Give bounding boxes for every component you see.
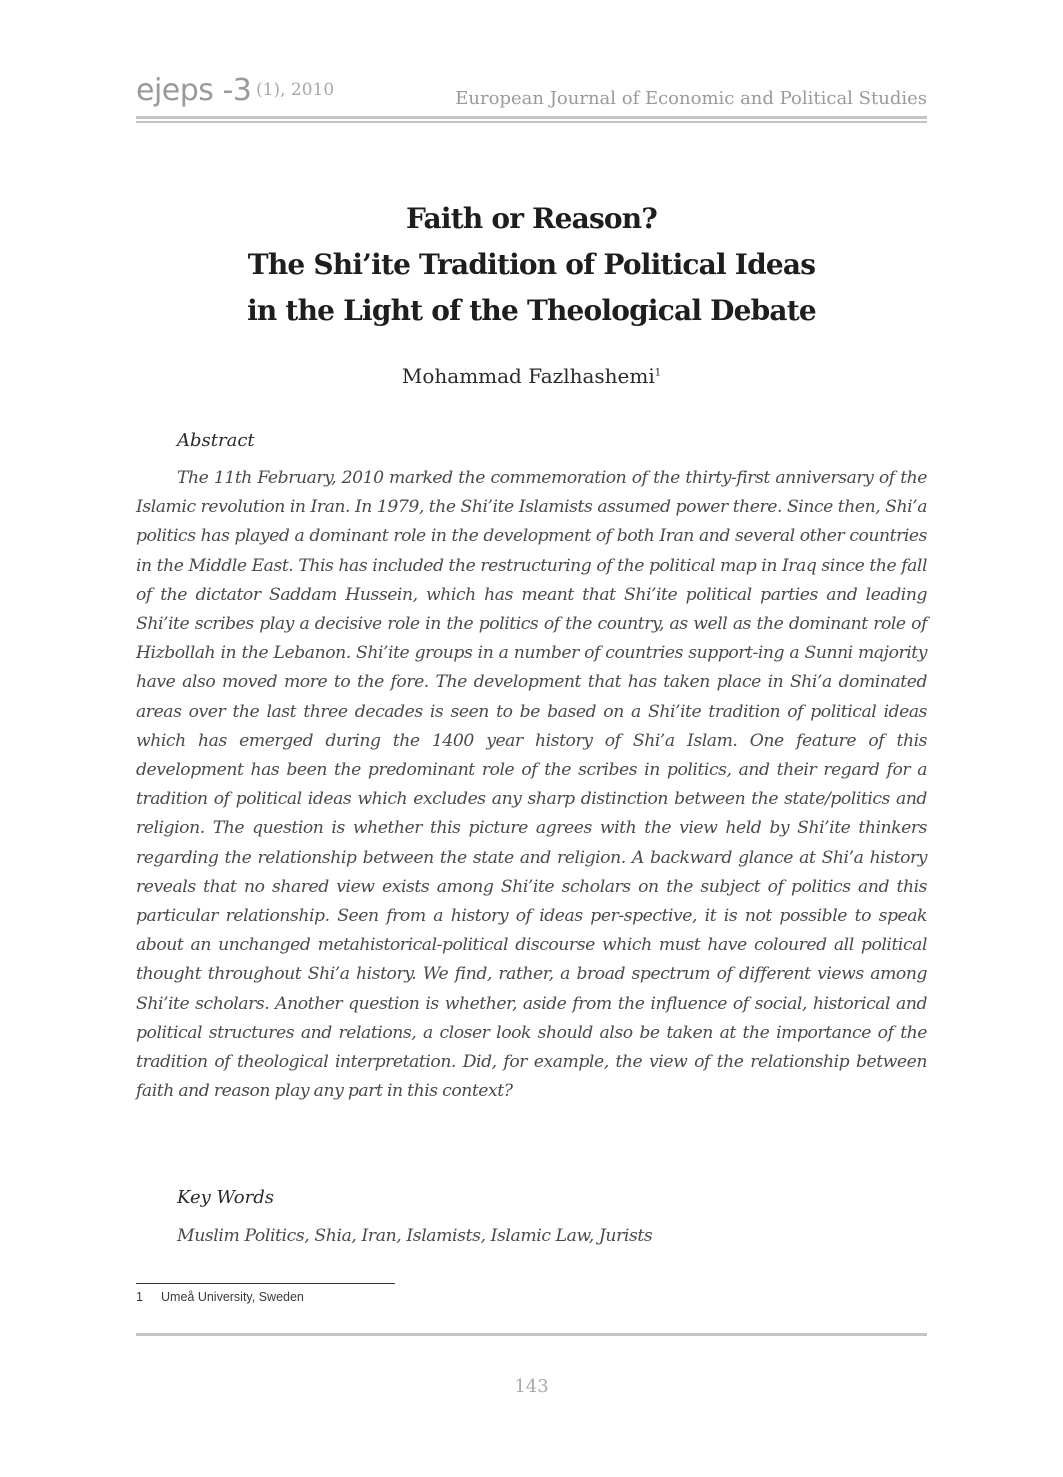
logo-text: ejeps — [136, 73, 214, 108]
keywords-text: Muslim Politics, Shia, Iran, Islamists, Islamic Law, Jurists — [177, 1226, 653, 1246]
abstract-heading: Abstract — [177, 430, 255, 451]
journal-name: European Journal of Economic and Political Studies — [455, 88, 927, 109]
author-footnote-marker: 1 — [654, 367, 662, 379]
keywords-heading: Key Words — [177, 1187, 274, 1208]
footnote-separator — [136, 1283, 395, 1284]
footnote — [136, 1290, 304, 1304]
logo-number: -3 — [222, 73, 252, 108]
title-line: The Shi’ite Tradition of Political Ideas — [247, 248, 816, 281]
page-number: 143 — [514, 1376, 549, 1397]
author-line — [136, 364, 927, 388]
footnote-number: 1 — [136, 1290, 143, 1304]
title-line: Faith or Reason? — [406, 202, 657, 235]
article-title — [136, 196, 927, 334]
header-rule — [136, 116, 927, 119]
abstract-text: The 11th February, 2010 marked the commemoration of the thirty-first anniversary of the Islamic revolution in Iran. In 1979, the Shi’ite Islamists assumed power there. Since then, Shi’a politics has played a dominant role in the development of both Iran and several other countries in the Middle East. This has included the restructuring of the political map in Iraq since the fall of the dictator Saddam Hussein, which has meant that Shi’ite political parties and leading Shi’ite scribes play a decisive role in the politics of the country, as well as the dominant role of Hizbollah in the Lebanon. Shi’ite groups in a number of countries support-ing a Sunni majority have also moved more to the fore. The development that has taken place in Shi’a dominated areas over the last three decades is seen to be based on a Shi’ite tradition of political ideas which has emerged during the 1400 year history of Shi’a Islam. One feature of this development has been the predominant role of the scribes in politics, and their regard for a tradition of political ideas which excludes any sharp distinction between the state/politics and religion. The question is whether this picture agrees with the view held by Shi’ite thinkers regarding the relationship between the state and religion. A backward glance at Shi’a history reveals that no shared view exists among Shi’ite scholars on the subject of politics and this particular relationship. Seen from a history of ideas per-spective, it is not possible to speak about an unchanged metahistorical-political discourse which must have coloured all political thought throughout Shi’a history. We find, rather, a broad spectrum of different views among Shi’ite scholars. Another question is whether, aside from the influence of social, historical and political structures and relations, a closer look should also be taken at the importance of the tradition of theological interpretation. Did, for example, the view of the relationship between faith and reason play any part in this context? — [136, 468, 927, 1102]
title-line: in the Light of the Theological Debate — [247, 294, 816, 327]
footnote-text: Umeå University, Sweden — [161, 1290, 304, 1304]
footer-rule — [136, 1333, 927, 1336]
author-name: Mohammad Fazlhashemi — [401, 364, 655, 388]
issue-info: (1), 2010 — [256, 80, 335, 100]
header-rule-secondary — [136, 121, 927, 123]
journal-logo — [136, 74, 251, 108]
